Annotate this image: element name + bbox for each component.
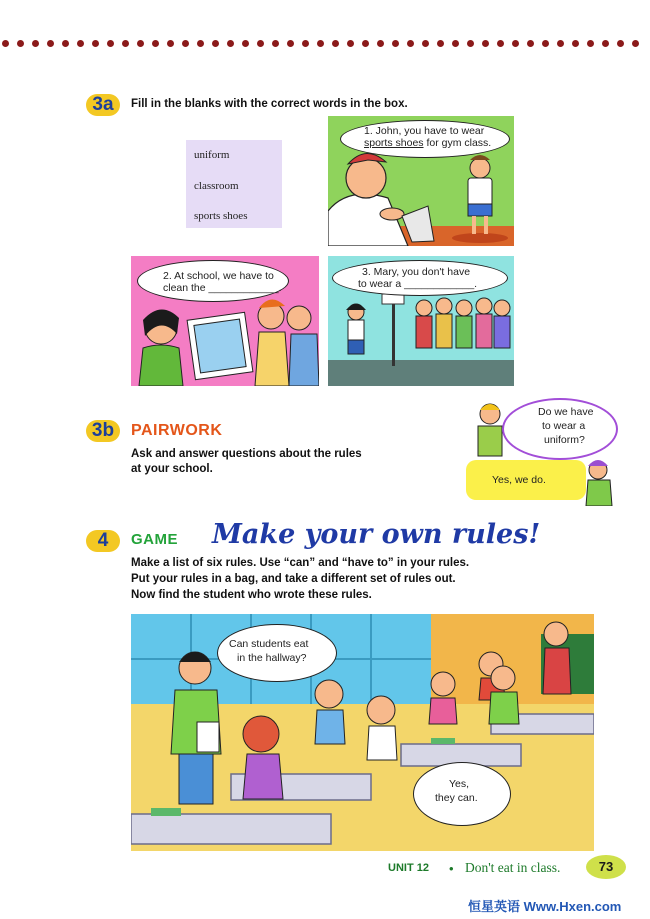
border-dot	[437, 40, 444, 47]
word-box-item: sports shoes	[194, 210, 248, 222]
word-box-item: uniform	[194, 149, 230, 161]
classroom-illustration	[131, 614, 594, 851]
border-dot	[362, 40, 369, 47]
game-answer-line2: they can.	[435, 792, 478, 804]
border-dot	[47, 40, 54, 47]
game-question-line1: Can students eat	[229, 638, 309, 650]
border-dot	[617, 40, 624, 47]
border-dot	[317, 40, 324, 47]
border-dot	[602, 40, 609, 47]
word-box	[186, 140, 282, 228]
question-line1: Do we have	[538, 406, 594, 418]
border-dot	[482, 40, 489, 47]
border-dot	[287, 40, 294, 47]
bubble-3-line1: 3. Mary, you don't have	[362, 266, 471, 278]
bubble-1-answer: sports shoes	[364, 137, 424, 149]
border-dot	[137, 40, 144, 47]
border-dot	[197, 40, 204, 47]
picture-panel-2	[131, 256, 319, 386]
border-dot	[587, 40, 594, 47]
bubble-1-line1: 1. John, you have to wear	[364, 125, 485, 137]
pairwork-illustration	[460, 396, 620, 506]
border-dot	[527, 40, 534, 47]
border-dot	[332, 40, 339, 47]
border-dot	[407, 40, 414, 47]
border-dot	[302, 40, 309, 47]
footer-bullet: •	[449, 861, 454, 876]
border-dot	[572, 40, 579, 47]
bubble-1-line2	[364, 137, 491, 150]
border-dot	[92, 40, 99, 47]
border-dot	[422, 40, 429, 47]
section-3a-badge: 3a	[86, 94, 120, 116]
border-dot	[257, 40, 264, 47]
pairwork-title: PAIRWORK	[131, 422, 223, 439]
footer-title: Don't eat in class.	[465, 860, 561, 875]
game-subtitle: Make your own rules!	[212, 519, 541, 550]
question-line2: to wear a	[542, 420, 586, 432]
game-question-line2: in the hallway?	[237, 652, 307, 664]
border-dot	[632, 40, 639, 47]
border-dot	[122, 40, 129, 47]
border-dot	[17, 40, 24, 47]
border-dot	[512, 40, 519, 47]
border-dot	[182, 40, 189, 47]
game-instruction-line3: Now find the student who wrote these rules.	[131, 589, 372, 601]
border-dot	[467, 40, 474, 47]
border-dot	[542, 40, 549, 47]
game-title: GAME	[131, 531, 178, 548]
answer-text: Yes, we do.	[492, 474, 546, 486]
watermark: 恒星英语 Www.Hxen.com	[468, 899, 622, 914]
section-3b-badge: 3b	[86, 420, 120, 442]
footer-unit: UNIT 12	[388, 862, 429, 874]
section-4-badge: 4	[86, 530, 120, 552]
bubble-3-line2: to wear a ____________.	[358, 278, 478, 290]
border-dot	[77, 40, 84, 47]
game-answer-line1: Yes,	[449, 778, 470, 790]
border-dot	[392, 40, 399, 47]
bubble-2-line1: 2. At school, we have to	[163, 270, 274, 282]
bubble-1-rest: for gym class.	[426, 137, 492, 149]
game-instruction-line1: Make a list of six rules. Use “can” and “have to” in your rules.	[131, 557, 470, 569]
question-line3: uniform?	[544, 434, 585, 446]
word-box-item: classroom	[194, 180, 239, 192]
border-dot	[212, 40, 219, 47]
classroom-scene	[131, 614, 594, 851]
border-dot	[167, 40, 174, 47]
picture-panel-3	[328, 256, 514, 386]
section-3a-instruction: Fill in the blanks with the correct words in the box.	[131, 98, 408, 110]
border-dot	[347, 40, 354, 47]
game-instruction-line2: Put your rules in a bag, and take a different set of rules out.	[131, 573, 456, 585]
border-dot	[557, 40, 564, 47]
pairwork-instruction-line2: at your school.	[131, 463, 213, 475]
pairwork-instruction-line1: Ask and answer questions about the rules	[131, 448, 362, 460]
border-dot	[32, 40, 39, 47]
border-dot	[497, 40, 504, 47]
picture-panel-1	[328, 116, 514, 246]
top-dotted-border	[0, 40, 650, 54]
border-dot	[2, 40, 9, 47]
page-number: 73	[586, 855, 626, 879]
border-dot	[62, 40, 69, 47]
border-dot	[152, 40, 159, 47]
border-dot	[272, 40, 279, 47]
bubble-2-line2: clean the ____________.	[163, 282, 282, 294]
border-dot	[377, 40, 384, 47]
border-dot	[227, 40, 234, 47]
border-dot	[242, 40, 249, 47]
border-dot	[107, 40, 114, 47]
border-dot	[452, 40, 459, 47]
